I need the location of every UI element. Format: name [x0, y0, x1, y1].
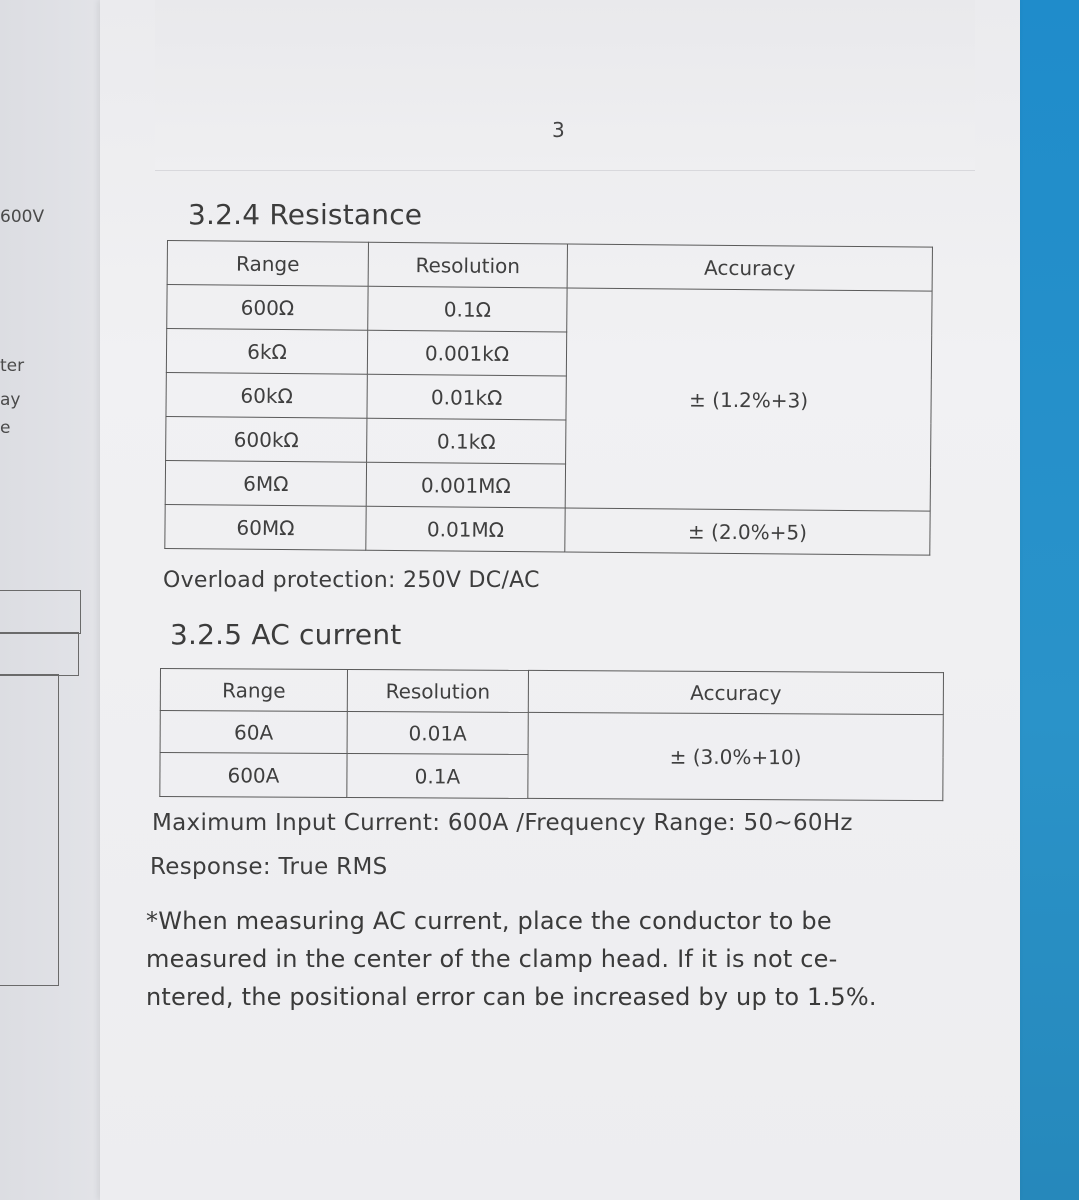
left-table-fragment [0, 674, 59, 986]
ac-header-range: Range [160, 669, 347, 712]
ac-range-cell: 600A [160, 753, 347, 798]
left-fragment-ter: ter [0, 356, 25, 376]
ac-current-heading: 3.2.5 AC current [170, 618, 402, 651]
resistance-range-cell: 6MΩ [165, 460, 366, 506]
left-table-fragment [0, 590, 81, 634]
resistance-resolution-cell: 0.1Ω [368, 286, 567, 332]
measurement-note: *When measuring AC current, place the conductor to be measured in the center of the clamp head. If it is not ce-ntered, the positional error can be increased by up to 1.5%. [146, 907, 877, 1011]
left-fragment-e: e [0, 418, 11, 438]
ac-current-table [159, 668, 944, 801]
ac-resolution-cell: 0.01A [347, 711, 528, 754]
resistance-range-cell: 6kΩ [166, 329, 367, 375]
resistance-accuracy-cell: ± (2.0%+5) [565, 508, 930, 555]
resistance-resolution-cell: 0.01kΩ [367, 374, 566, 420]
max-input-note: Maximum Input Current: 600A /Frequency Range: 50~60Hz [152, 810, 853, 836]
table-row [165, 504, 930, 555]
overload-note: Overload protection: 250V DC/AC [163, 568, 540, 593]
resistance-resolution-cell: 0.01MΩ [366, 506, 565, 552]
table-row [160, 711, 943, 757]
left-table-fragment [0, 632, 79, 676]
resistance-resolution-cell: 0.001MΩ [366, 462, 565, 508]
resistance-resolution-cell: 0.001kΩ [367, 330, 566, 376]
resistance-range-cell: 60kΩ [166, 372, 367, 418]
resistance-heading: 3.2.4 Resistance [188, 198, 423, 231]
resistance-range-cell: 600kΩ [166, 416, 367, 462]
resistance-accuracy-cell: ± (1.2%+3) [565, 288, 932, 511]
ac-header-accuracy: Accuracy [528, 670, 943, 714]
manual-page [100, 0, 1020, 1200]
ac-accuracy-cell: ± (3.0%+10) [528, 712, 943, 800]
resistance-header-range: Range [167, 241, 368, 287]
response-note: Response: True RMS [150, 854, 388, 880]
table-row [167, 285, 932, 336]
ac-header-resolution: Resolution [347, 669, 528, 712]
folded-page-top [155, 0, 975, 171]
left-fragment-voltage: 600V [0, 207, 45, 227]
resistance-header-resolution: Resolution [368, 242, 567, 288]
left-fragment-ay: ay [0, 390, 21, 410]
resistance-table [164, 240, 933, 556]
resistance-range-cell: 60MΩ [165, 504, 366, 550]
resistance-range-cell: 600Ω [167, 285, 368, 331]
ac-resolution-cell: 0.1A [347, 753, 528, 798]
ac-range-cell: 60A [160, 711, 347, 754]
resistance-resolution-cell: 0.1kΩ [367, 418, 566, 464]
resistance-header-accuracy: Accuracy [567, 244, 932, 291]
page-number: 3 [552, 118, 565, 142]
